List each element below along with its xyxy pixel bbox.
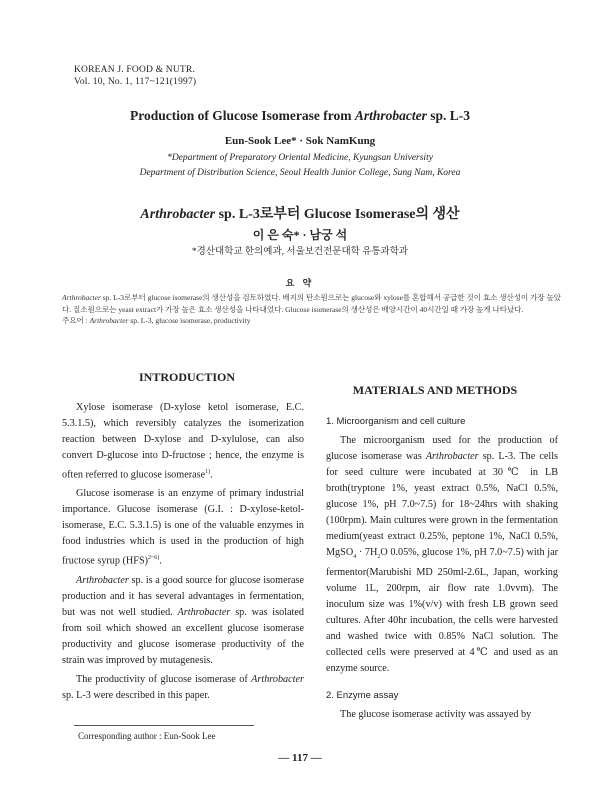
subsection-enzyme-assay: 2. Enzyme assay xyxy=(326,690,399,702)
introduction-heading: INTRODUCTION xyxy=(138,370,235,384)
intro-paragraph-1: Xylose isomerase (D-xylose ketol isomerase, E.C. 5.3.1.5), which reversibly catalyzes the isomerization reaction between D-xylose and D-xylulose, can also convert D-glucose into D-fructose ; hence, the enzyme is often referred to glucose isomerase$^{1)}$. xyxy=(62,402,304,481)
author-list: Eun-Sook Lee* · Sok NamKung xyxy=(224,135,376,147)
journal-citation xyxy=(74,64,196,88)
methods-heading: MATERIALS AND METHODS xyxy=(352,383,518,397)
abstract-body xyxy=(62,292,562,327)
affiliation-2: Department of Distribution Science, Seoul Health Junior College, Sung Nam, Korea xyxy=(139,168,461,178)
intro-paragraph-3: Arthrobacter sp. is a good source for glucose isomerase production and it has several advantages in fermentation, but was not well studied. Arthrobacter sp. was isolated from soil which showed an excellent glucose isomerase productivity and glucose isomerase productivity of the strain was improved by mutagenesis. xyxy=(62,574,304,666)
methods-column xyxy=(326,414,558,726)
journal-volume: Vol. 10, No. 1, 117~121(1997) xyxy=(74,77,197,87)
page-number: — 117 — xyxy=(278,752,322,764)
intro-paragraph-2: Glucose isomerase is an enzyme of primary industrial importance. Glucose isomerase (G.I. : D-xylose-ketol-isomerase, E.C. 5.3.1.5) is one of the valuable enzymes in food industries which is used in the production of high fructose syrup (HFS)$^{2\sim 6)}$. xyxy=(62,488,304,567)
affiliation-1: *Department of Preparatory Oriental Medicine, Kyungsan University xyxy=(167,153,433,163)
introduction-column xyxy=(62,400,304,707)
corresponding-author: Corresponding author : Eun-Sook Lee xyxy=(78,731,216,741)
title-organism: Arthrobacter xyxy=(354,108,427,123)
methods-paragraph-1: The microorganism used for the production of glucose isomerase was Arthrobacter sp. L-3. The cells for seed culture were incubated at 30℃ in LB broth(tryptone 1%, yeast extract 0.5%, NaCl 0.5%, glucose 1%, pH 7.0~7.5) for 18~24hrs with shaking (100rpm). Main cultures were grown in the fermentation medium(yeast extract 0.25%, peptone 1%, NaCl 0.5%, MgSO$_4$ · $7H_2O$ 0.05%, glucose 1%, pH 7.0~7.5) with jar fermentor(Marubishi MD 250ml-2.6L, Japan, working volume 1L, 200rpm, air flow rate 1.0vvm). The inoculum size was 1%(v/v) with fresh LB grown seed cultures. After 40hr incubation, the cells were harvested and washed twice with 0.85% NaCl solution. The collected cells were preserved at 4℃ and used as an enzyme source. xyxy=(326,435,559,675)
methods-paragraph-2: The glucose isomerase activity was assayed by xyxy=(340,709,532,721)
keywords: 주요어 : Arthrobacter sp. L-3, glucose isomerase, productivity xyxy=(62,316,251,325)
paper-title: Production of Glucose Isomerase from Arthrobacter sp. L-3 xyxy=(129,108,470,123)
intro-paragraph-4: The productivity of glucose isomerase of Arthrobacter sp. L-3 were described in this paper. xyxy=(62,673,304,701)
korean-affiliation: *경산대학교 한의예과, 서울보건전문대학 유통과학과 xyxy=(191,247,409,257)
journal-name: KOREAN J. FOOD & NUTR. xyxy=(74,65,196,75)
abstract-text: Arthrobacter sp. L-3로부터 glucose isomerase의 생산성을 검토하였다. 배지의 탄소원으로는 glucose와 xylose를 혼합해서 공급한 것이 효소 생산성이 가장 높았다. 질소원으로는 yeast extract가 가장 높은 효소 생산성을 나타내었다. Glucose isomerase의 생산성은 배양시간이 40시간일 때 가장 높게 나타났다. xyxy=(62,293,561,314)
abstract-heading: 요 약 xyxy=(285,278,315,288)
korean-title: Arthrobacter sp. L-3로부터 Glucose Isomerase의 생산 xyxy=(140,207,460,222)
footnote-divider xyxy=(74,725,254,726)
subsection-microorganism: 1. Microorganism and cell culture xyxy=(326,416,466,427)
korean-authors: 이 은 숙* · 남궁 석 xyxy=(252,228,348,242)
